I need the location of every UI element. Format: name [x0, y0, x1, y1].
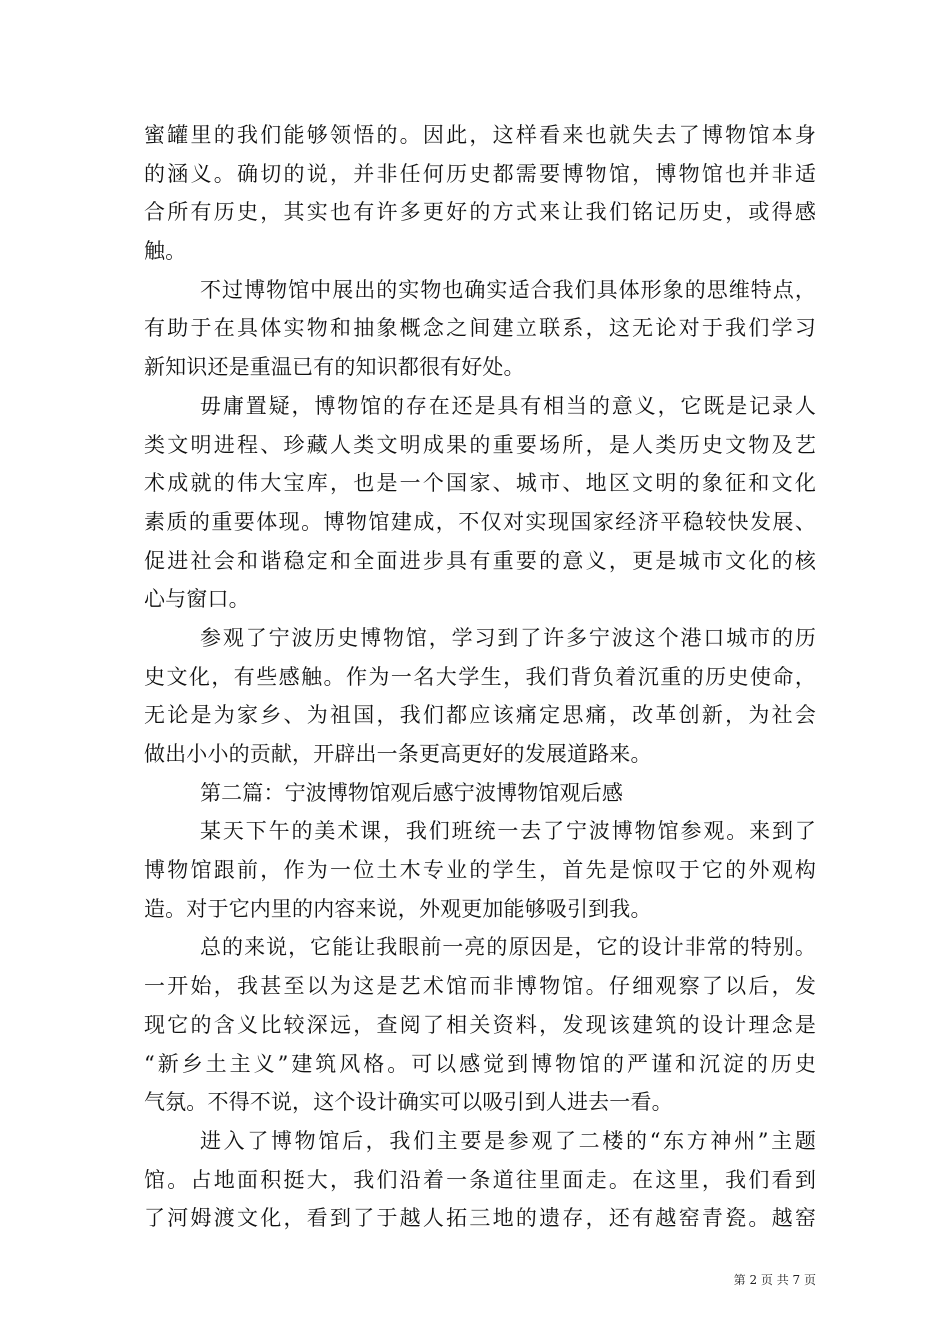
text-line: 一开始，我甚至以为这是艺术馆而非博物馆。仔细观察了以后，发: [144, 974, 816, 999]
text-line: 做出小小的贡献，开辟出一条更高更好的发展道路来。: [144, 742, 652, 766]
paragraph: [144, 1122, 816, 1238]
text-line: 类文明进程、珍藏人类文明成果的重要场所，是人类历史文物及艺: [144, 432, 816, 457]
paragraph: [144, 619, 816, 774]
text-line: 蜜罐里的我们能够领悟的。因此，这样看来也就失去了博物馆本身: [144, 123, 816, 147]
paragraph: [144, 116, 816, 271]
text-line: 造。对于它内里的内容来说，外观更加能够吸引到我。: [144, 896, 652, 921]
text-line: 参观了宁波历史博物馆，学习到了许多宁波这个港口城市的历: [200, 625, 816, 650]
paragraph: [144, 271, 816, 387]
text-line: 第二篇：宁波博物馆观后感宁波博物馆观后感: [200, 780, 623, 805]
text-line: 现它的含义比较深远，查阅了相关资料，发现该建筑的设计理念是: [144, 1012, 816, 1037]
text-line: 馆。占地面积挺大，我们沿着一条道往里面走。在这里，我们看到: [144, 1167, 816, 1192]
text-line: 术成就的伟大宝库，也是一个国家、城市、地区文明的象征和文化: [144, 471, 816, 496]
text-line: 博物馆跟前，作为一位土木专业的学生，首先是惊叹于它的外观构: [144, 858, 816, 883]
text-line: 的涵义。确切的说，并非任何历史都需要博物馆，博物馆也并非适: [144, 161, 816, 186]
paragraph: [144, 387, 816, 619]
text-line: 气氛。不得不说，这个设计确实可以吸引到人进去一看。: [144, 1090, 673, 1115]
text-line: 合所有历史，其实也有许多更好的方式来让我们铭记历史，或得感: [144, 200, 816, 225]
text-line: 某天下午的美术课，我们班统一去了宁波博物馆参观。来到了: [200, 819, 816, 844]
text-line: 有助于在具体实物和抽象概念之间建立联系，这无论对于我们学习: [144, 316, 816, 341]
text-line: 史文化，有些感触。作为一名大学生，我们背负着沉重的历史使命，: [144, 664, 816, 689]
text-line: 总的来说，它能让我眼前一亮的原因是，它的设计非常的特别。: [200, 935, 816, 960]
text-line: 了河姆渡文化，看到了于越人拓三地的遗存，还有越窑青瓷。越窑: [144, 1206, 816, 1231]
text-line: 不过博物馆中展出的实物也确实适合我们具体形象的思维特点，: [200, 277, 816, 302]
text-line: 无论是为家乡、为祖国，我们都应该痛定思痛，改革创新，为社会: [144, 703, 816, 728]
text-line: 进入了博物馆后，我们主要是参观了二楼的“东方神州”主题: [200, 1128, 816, 1153]
paragraph: [144, 774, 816, 813]
paragraph: [144, 812, 816, 928]
text-line: 促进社会和谐稳定和全面进步具有重要的意义，更是城市文化的核: [144, 548, 816, 573]
text-line: 毋庸置疑，博物馆的存在还是具有相当的意义，它既是记录人: [200, 393, 816, 418]
text-line: “新乡土主义”建筑风格。可以感觉到博物馆的严谨和沉淀的历史: [144, 1051, 816, 1076]
text-line: 素质的重要体现。博物馆建成，不仅对实现国家经济平稳较快发展、: [144, 509, 816, 534]
text-line: 新知识还是重温已有的知识都很有好处。: [144, 355, 525, 380]
text-line: 触。: [144, 239, 187, 264]
page-number: 第 2 页 共 7 页: [733, 1273, 816, 1287]
paragraph: [144, 928, 816, 1121]
text-line: 心与窗口。: [144, 587, 250, 612]
document-body: [144, 116, 816, 1238]
